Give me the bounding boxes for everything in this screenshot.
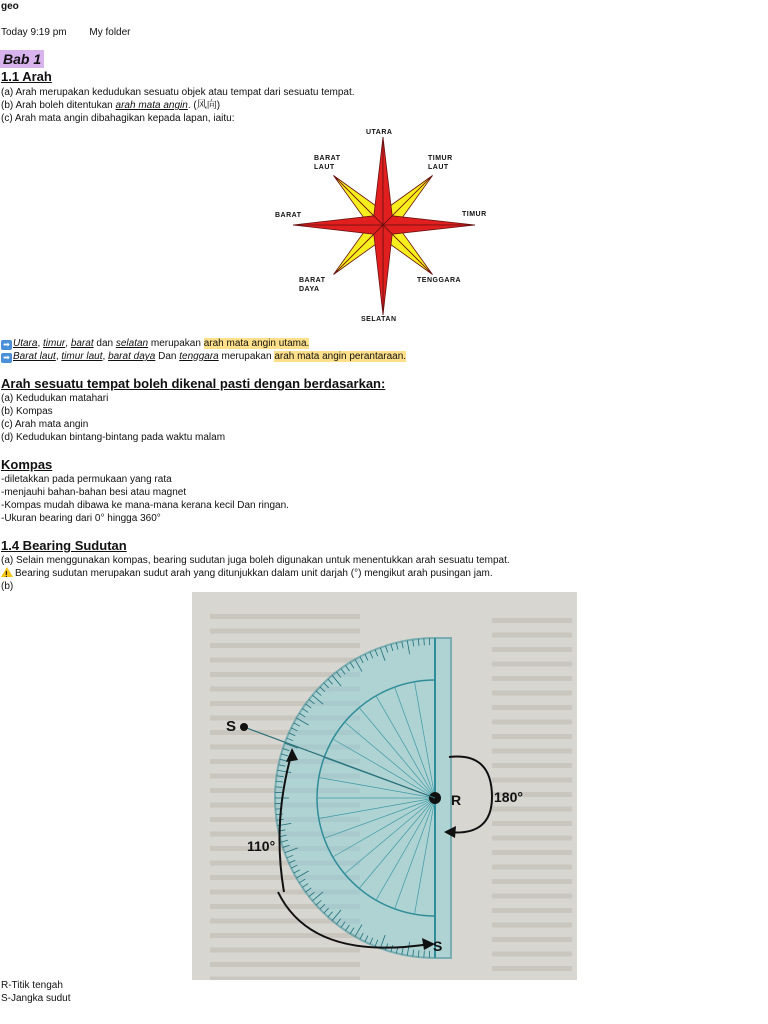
background-text-line (492, 749, 572, 754)
background-text-line (492, 676, 572, 681)
background-text-line (210, 629, 360, 634)
link-tenggara[interactable]: tenggara (179, 351, 219, 362)
background-text-line (210, 933, 360, 938)
label-s-bottom: S (433, 938, 443, 954)
label-selatan: SELATAN (361, 316, 397, 323)
link-barat[interactable]: barat (70, 338, 94, 349)
warning-icon (1, 567, 13, 577)
kompas-item: -diletakkan pada permukaan yang rata (1, 474, 172, 485)
label-timur-laut: TIMUR LAUT (428, 155, 453, 171)
link-timur-laut[interactable]: timur laut (61, 351, 103, 362)
note-timestamp: Today 9:19 pm (1, 27, 67, 38)
label-tenggara: TENGGARA (417, 277, 462, 284)
background-text-line (492, 821, 572, 826)
link-barat-daya[interactable]: barat daya (108, 351, 156, 362)
background-text-line (492, 865, 572, 870)
rose-cardinal-point (374, 225, 383, 315)
link-utara[interactable]: Utara (13, 338, 38, 349)
label-timur: TIMUR (462, 211, 487, 218)
arah-point-b (1, 99, 220, 112)
background-text-line (210, 614, 360, 619)
kompas-item: -Kompas mudah dibawa ke mana-mana kerana kecil Dan ringan. (1, 500, 289, 511)
section-heading-arah: 1.1 Arah (1, 69, 52, 84)
background-text-line (492, 763, 572, 768)
note-meta (1, 27, 131, 38)
rose-cardinal-point (293, 216, 383, 225)
label-s-top: S (226, 718, 237, 735)
sep: , (102, 351, 109, 362)
background-text-line (210, 977, 360, 981)
background-text-line (492, 691, 572, 696)
intermediate-directions-line (1, 350, 406, 363)
bearing-point-a: (a) Selain menggunakan kompas, bearing sudutan juga boleh digunakan untuk menentukkan arah sesuatu tempat. (1, 555, 510, 566)
protractor-photo (192, 592, 577, 980)
background-text-line (492, 879, 572, 884)
folder-link[interactable]: My folder (89, 27, 131, 38)
background-text-line (492, 807, 572, 812)
background-text-line (210, 948, 360, 953)
sep: , (65, 338, 71, 349)
background-text-line (492, 850, 572, 855)
arrow-right-icon: ➡ (1, 340, 12, 350)
conj: dan (93, 338, 116, 349)
background-text-line (492, 705, 572, 710)
label-110: 110° (247, 838, 276, 854)
legend-r: R-Titik tengah (1, 980, 63, 991)
background-text-line (492, 633, 572, 638)
background-text-line (492, 734, 572, 739)
arrow-right-icon: ➡ (1, 353, 12, 363)
link-barat-laut[interactable]: Barat laut (13, 351, 56, 362)
link-selatan[interactable]: selatan (115, 338, 149, 349)
compass-rose-svg (268, 122, 500, 328)
determine-item: (a) Kedudukan matahari (1, 393, 109, 404)
arah-mata-angin-link[interactable]: arah mata angin (115, 100, 188, 111)
label-utara: UTARA (366, 129, 393, 136)
background-text-line (492, 662, 572, 667)
main-directions-line (1, 337, 309, 350)
arah-point-b-text: (b) Arah boleh ditentukan (1, 100, 116, 111)
label-barat-daya: BARAT DAYA (299, 277, 326, 293)
compass-rose-image (268, 122, 500, 328)
bearing-warning-text: Bearing sudutan merupakan sudut arah yang ditunjukkan dalam unit darjah (°) mengikut arah pusingan jam. (15, 568, 493, 579)
bearing-point-b: (b) (1, 581, 14, 592)
bearing-warning-line (1, 567, 493, 580)
label-r: R (451, 792, 462, 808)
determine-item: (d) Kedudukan bintang-bintang pada waktu malam (1, 432, 226, 443)
protractor-svg (192, 592, 577, 980)
point-s (240, 723, 248, 731)
mid-text: merupakan (148, 338, 204, 349)
background-text-line (492, 720, 572, 725)
label-barat: BARAT (275, 212, 302, 219)
sep: , (55, 351, 62, 362)
background-text-line (492, 778, 572, 783)
background-text-line (210, 658, 360, 663)
background-text-line (492, 937, 572, 942)
highlight-perantaraan: arah mata angin perantaraan. (274, 351, 407, 362)
rose-cardinal-point (293, 225, 383, 234)
highlight-utama: arah mata angin utama. (203, 338, 310, 349)
rose-cardinal-point (374, 137, 383, 225)
kompas-item: -Ukuran bearing dari 0° hingga 360° (1, 513, 161, 524)
section-heading-kompas: Kompas (1, 457, 53, 472)
background-text-line (492, 966, 572, 971)
chapter-heading: Bab 1 (0, 50, 44, 68)
determine-item: (c) Arah mata angin (1, 419, 89, 430)
legend-s: S-Jangka sudut (1, 993, 71, 1004)
background-text-line (492, 836, 572, 841)
background-text-line (492, 618, 572, 623)
sep: , (37, 338, 44, 349)
background-text-line (492, 894, 572, 899)
determine-item: (b) Kompas (1, 406, 53, 417)
section-heading-bearing: 1.4 Bearing Sudutan (1, 538, 127, 553)
background-text-line (492, 908, 572, 913)
section-heading-determine: Arah sesuatu tempat boleh dikenal pasti dengan berdasarkan: (1, 376, 386, 391)
label-barat-laut: BARAT LAUT (314, 155, 341, 171)
link-timur[interactable]: timur (43, 338, 66, 349)
arah-point-c: (c) Arah mata angin dibahagikan kepada lapan, iaitu: (1, 113, 235, 124)
note-title: geo (1, 1, 19, 12)
kompas-item: -menjauhi bahan-bahan besi atau magnet (1, 487, 187, 498)
arah-point-b-suffix: . (风向) (187, 100, 221, 111)
background-text-line (492, 923, 572, 928)
background-text-line (210, 643, 360, 648)
rose-cardinal-point (383, 137, 392, 225)
rose-cardinal-point (383, 225, 392, 315)
arah-point-a: (a) Arah merupakan kedudukan sesuatu objek atau tempat dari sesuatu tempat. (1, 87, 355, 98)
label-180: 180° (494, 789, 523, 805)
background-text-line (492, 952, 572, 957)
rose-cardinal-point (383, 225, 475, 234)
mid-text: merupakan (218, 351, 275, 362)
conj: Dan (155, 351, 180, 362)
background-text-line (210, 962, 360, 967)
background-text-line (492, 647, 572, 652)
